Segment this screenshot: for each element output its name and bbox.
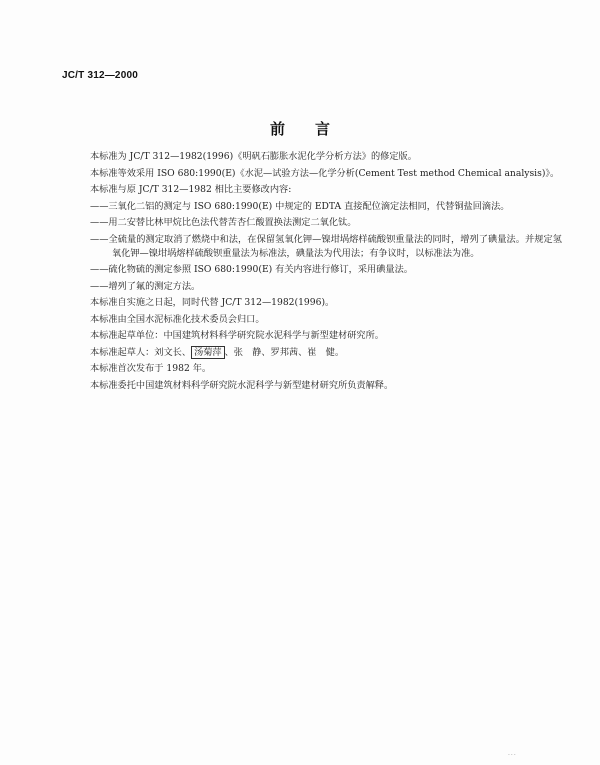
page-title (0, 118, 600, 139)
title-char-1: 前 (269, 120, 285, 138)
list-item: ——增列了氟的测定方法。 (90, 280, 201, 292)
paragraph-replacement: 本标准自实施之日起，同时代替 JC/T 312—1982(1996)。 (90, 297, 335, 308)
list-item: ——三氧化二铝的测定与 ISO 680:1990(E) 中规定的 EDTA 直接配位滴定法相同，代替铜盐回滴法。 (90, 200, 510, 212)
paragraph-first-publication: 本标准首次发布于 1982 年。 (90, 363, 212, 374)
paragraph-interpretation: 本标准委托中国建筑材料科学研究院水泥科学与新型建材研究所负责解释。 (90, 379, 394, 391)
drafter-boxed-name: 汤菊萍 (191, 346, 225, 359)
list-item: ——全硫量的测定取消了燃烧中和法，在保留氢氧化钾—镍坩埚熔样硫酸钡重量法的同时，增列了碘量法。并规定氢氧化钾—镍坩埚熔样硫酸钡重量法为标准法，碘量法为代用法；有争议时，以标准法为准。 (90, 233, 562, 259)
paragraph-committee: 本标准由全国水泥标准化技术委员会归口。 (90, 313, 265, 325)
paragraph-drafters (62, 346, 562, 360)
paragraph-drafting-unit: 本标准起草单位：中国建筑材料科学研究院水泥科学与新型建材研究所。 (90, 330, 384, 341)
page-footer-mark: ··· (508, 752, 517, 759)
paragraph-equivalence: 本标准等效采用 ISO 680:1990(E)《水泥—试验方法—化学分析(Cement Test method Chemical analysis)》。 (90, 167, 560, 179)
foreword-body (62, 150, 562, 395)
drafters-label: 本标准起草人：刘文长、 (90, 346, 192, 358)
list-item: ——用二安替比林甲烷比色法代替苦杏仁酸置换法测定二氧化钛。 (90, 217, 357, 228)
list-item: ——硫化物硫的测定参照 ISO 680:1990(E) 有关内容进行修订，采用碘量法。 (90, 264, 413, 275)
title-char-2: 言 (315, 120, 331, 138)
drafters-rest: 、张 静、罗邦茜、崔 健。 (224, 346, 345, 358)
paragraph-changes-intro: 本标准与原 JC/T 312—1982 相比主要修改内容: (90, 184, 292, 195)
document-code: JC/T 312—2000 (62, 70, 138, 81)
paragraph-revision: 本标准为 JC/T 312—1982(1996)《明矾石膨胀水泥化学分析方法》的修定版。 (90, 151, 417, 162)
